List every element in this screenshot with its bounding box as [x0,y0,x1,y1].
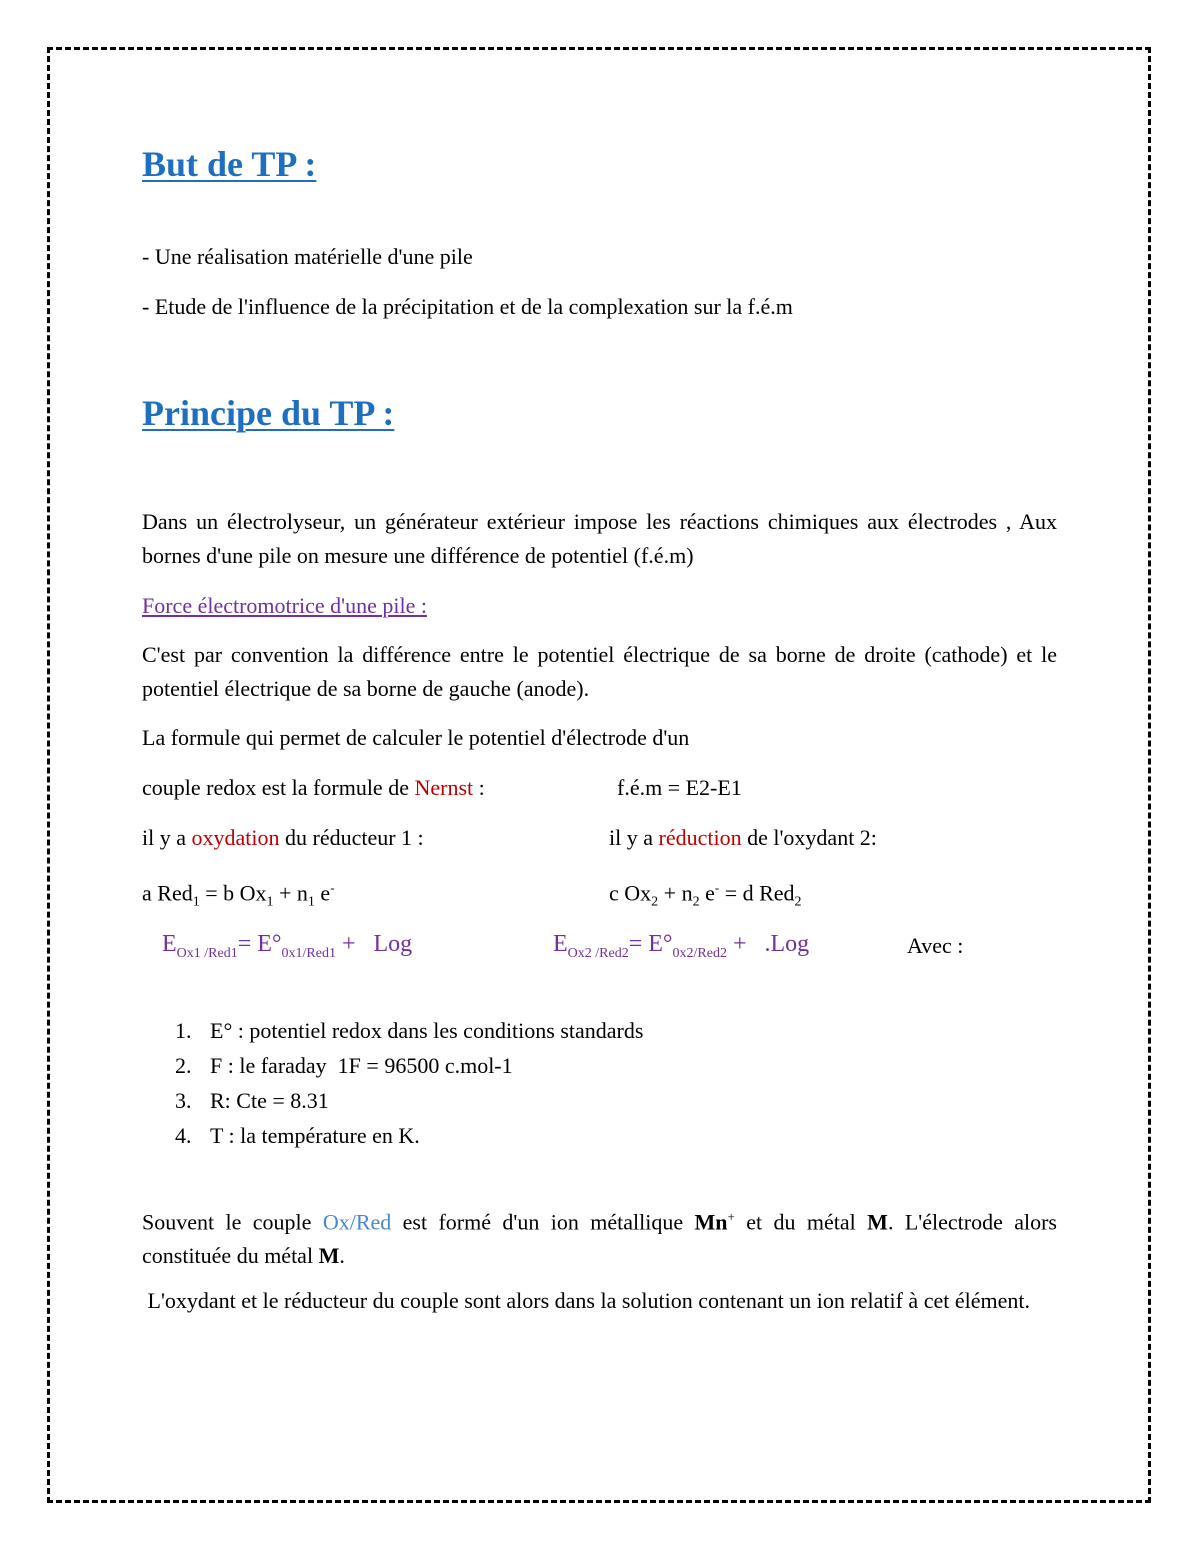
f1-e: E [162,931,177,957]
nernst-formula-2 [553,930,809,968]
couple-p5: . [339,1243,345,1269]
oxydation-prefix: il y a [142,825,192,850]
formula-intro: La formule qui permet de calculer le potentiel d'électrode d'un [142,725,690,750]
constants-list [175,1013,643,1153]
half-equation-2 [609,874,802,917]
eq1-part-a: a Red [142,880,193,906]
list-item [175,1083,643,1118]
eq1-sub-2: 1 [266,894,274,910]
reduction-word: réduction [658,825,742,850]
oxydation-suffix: du réducteur 1 : [279,825,424,850]
couple-m: M [867,1209,888,1235]
eq2-part-b: + n [658,880,693,906]
but-title: But de TP : [142,144,317,184]
reduction-line [609,824,877,852]
eq1-sub-3: 1 [307,894,315,910]
reduction-prefix: il y a [609,825,659,850]
couple-p1: Souvent le couple [142,1209,323,1235]
eq2-sub-1: 2 [651,894,659,910]
oxydation-line [142,824,424,852]
nernst-formula-1 [162,930,412,968]
eq1-part-c: + n [273,880,308,906]
nernst-suffix: : [473,775,485,800]
list-item [175,1118,643,1153]
eq1-sup: - [330,880,335,895]
f2-e: E [553,931,568,957]
list-number: 2. [175,1053,192,1078]
eq2-part-a: c Ox [609,880,652,906]
couple-paragraph [142,1200,1057,1273]
oxydation-word: oxydation [191,825,280,850]
f2-tail: + .Log [726,931,810,957]
nernst-prefix: couple redox est la formule de [142,775,415,800]
list-item [175,1013,643,1048]
principe-intro: Dans un électrolyseur, un générateur extérieur impose les réactions chimiques aux électrodes , Aux bornes d'une pile on mesure une différence de potentiel (f.é.m) [142,509,1057,568]
list-text: F : le faraday 1F = 96500 c.mol-1 [210,1053,513,1078]
list-number: 1. [175,1018,192,1043]
fem-definition: C'est par convention la différence entre le potentiel électrique de sa borne de droite (cathode) et le potentiel électrique de sa borne de gauche (anode). [142,642,1057,701]
eq2-sub-3: 2 [794,894,802,910]
f2-sub2: 0x2/Red2 [672,945,727,961]
eq2-part-d: = d Red [719,880,795,906]
eq2-sub-2: 2 [692,894,700,910]
list-text: T : la température en K. [210,1123,420,1148]
final-paragraph: L'oxydant et le réducteur du couple sont alors dans la solution contenant un ion relatif à cet élément. [142,1288,1030,1313]
but-item-1: - Une réalisation matérielle d'une pile [142,244,473,269]
f2-eq: = E° [628,931,673,957]
but-item-2: - Etude de l'influence de la précipitation et de la complexation sur la f.é.m [142,294,793,319]
f1-sub2: 0x1/Red1 [281,945,336,961]
list-text: E° : potentiel redox dans les conditions standards [210,1018,644,1043]
list-number: 3. [175,1088,192,1113]
nernst-word: Nernst [414,775,474,800]
couple-oxred: Ox/Red [322,1209,392,1235]
half-equation-1 [142,874,335,917]
eq1-sub-1: 1 [192,894,200,910]
couple-m2: M [318,1243,340,1269]
nernst-line [142,774,485,802]
eq1-part-b: = b Ox [199,880,267,906]
f1-sub1: Ox1 /Red1 [176,945,238,961]
fem-heading [142,592,427,620]
avec-label: Avec : [907,933,964,958]
couple-sup: + [727,1209,735,1224]
couple-mn: Mn [694,1209,728,1235]
eq1-part-d: e [314,880,331,906]
f1-tail: + Log [335,931,413,957]
fem-equation: f.é.m = E2-E1 [617,775,742,800]
reduction-suffix: de l'oxydant 2: [741,825,877,850]
fem-heading-text: Force électromotrice d'une pile : [142,593,427,618]
couple-p4: . L'électrode alors constituée du métal [142,1209,1057,1269]
principe-title: Principe du TP : [142,393,395,433]
eq2-sup: - [714,880,720,895]
eq2-part-c: e [699,880,715,906]
list-text: R: Cte = 8.31 [210,1088,329,1113]
list-item [175,1048,643,1083]
couple-p3: et du métal [734,1209,868,1235]
f2-sub1: Ox2 /Red2 [567,945,629,961]
f1-eq: = E° [237,931,282,957]
list-number: 4. [175,1123,192,1148]
couple-p2: est formé d'un ion métallique [391,1209,695,1235]
